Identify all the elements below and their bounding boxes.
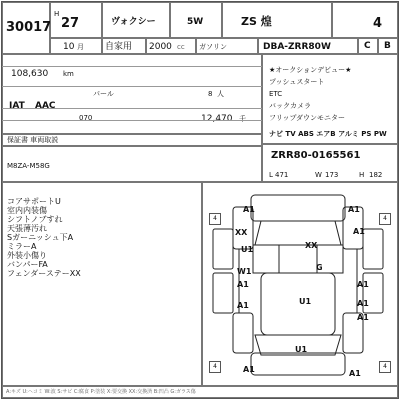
- legend-text: A:キズ U:ヘコミ W:波 S:サビ C:腐食 P:塗装 X:要交換 XX:交換済 B:凹凸 G:ガラス傷: [6, 389, 196, 395]
- usage-cell: [102, 38, 146, 54]
- fuel-cell: [196, 38, 258, 54]
- auction-sheet: [1, 1, 399, 399]
- seats-unit: 人: [217, 90, 224, 98]
- rear-right-box: 4: [379, 361, 391, 373]
- seats: 8: [208, 90, 213, 98]
- engine-code: M8ZA-M58G: [7, 162, 50, 170]
- year: 27: [61, 16, 80, 31]
- maker-model: ヴォクシー: [111, 17, 156, 27]
- chassis-number: ZRR80-0165561: [271, 150, 361, 161]
- mark-front-left: A1: [243, 205, 255, 214]
- rear-left-box: 4: [209, 361, 221, 373]
- lot-number: 30017: [6, 20, 52, 35]
- fuel: ガソリン: [199, 43, 227, 51]
- doors: 5W: [187, 17, 204, 27]
- warranty: 保証書 車両取説: [7, 136, 59, 144]
- height: 182: [369, 171, 383, 179]
- width-label: W: [315, 171, 322, 179]
- note-9: フェンダーステーXX: [7, 269, 81, 278]
- equipment-list: ナビ TV ABS エアB アルミ PS PW: [269, 130, 387, 138]
- car-diagram: [202, 182, 398, 386]
- model-code: DBA-ZRR80W: [263, 42, 331, 52]
- sales-point-4: バックカメラ: [269, 102, 311, 110]
- model-code-cell: [258, 38, 358, 54]
- mark-rear-a1: A1: [357, 313, 369, 322]
- mark-side-left-top: XX: [235, 228, 248, 237]
- grade: ZS 煌: [241, 15, 272, 28]
- width: 173: [325, 171, 339, 179]
- mark-center-g: G: [316, 263, 323, 272]
- score: 4: [373, 16, 383, 31]
- exterior-grade-cell: [378, 38, 398, 54]
- front-right-box: 4: [379, 213, 391, 225]
- usage: 自家用: [105, 42, 133, 52]
- mark-center-xx: XX: [305, 241, 318, 250]
- transmission: IAT: [9, 101, 25, 111]
- mark-front-right: A1: [348, 205, 360, 214]
- note-4: 天張薄汚れ: [7, 224, 47, 233]
- inspector-notes-block: [2, 182, 202, 386]
- score-cell: [332, 2, 398, 38]
- month-unit: 月: [77, 43, 84, 51]
- price: 12,470: [201, 114, 233, 124]
- documents-cell: [2, 134, 262, 146]
- mileage: 108,630: [11, 69, 49, 79]
- year-cell: [50, 2, 102, 38]
- interior-grade-cell: [358, 38, 378, 54]
- mark-rear-u1: U1: [295, 345, 308, 354]
- sales-point-5: フリップダウンモニター: [269, 114, 345, 122]
- height-label: H: [359, 171, 365, 179]
- month-cell: [50, 38, 102, 54]
- sales-point-3: ETC: [269, 90, 283, 98]
- mileage-unit: km: [63, 70, 74, 78]
- displacement-cell: [146, 38, 196, 54]
- note-5: Sガーニッシュ下A: [7, 233, 74, 242]
- length: 471: [275, 171, 289, 179]
- price-unit: 千: [239, 115, 246, 123]
- mark-side-right-top: A1: [353, 227, 365, 236]
- note-3: シフトノブすれ: [7, 215, 63, 224]
- model-cell: [102, 2, 170, 38]
- lot-cell: [2, 2, 50, 54]
- length-label: L: [269, 171, 273, 179]
- legend-footer: [2, 386, 398, 398]
- note-2: 室内内装傷: [7, 206, 47, 215]
- mark-door-a1-right: A1: [357, 280, 369, 289]
- interior-grade: C: [364, 41, 371, 51]
- exterior-grade: B: [384, 41, 391, 51]
- doors-cell: [170, 2, 222, 38]
- mark-rear-right-bottom: A1: [349, 369, 361, 378]
- color: パール: [93, 90, 114, 98]
- note-1: コアサポートU: [7, 197, 61, 206]
- mark-side-left-bottom: U1: [241, 245, 254, 254]
- front-left-box: 4: [209, 213, 221, 225]
- ac: AAC: [35, 101, 56, 111]
- year-era: H: [54, 10, 60, 18]
- mark-rear-a1-bottom: A1: [243, 365, 255, 374]
- mark-door-w1: W1: [237, 267, 252, 276]
- mark-door-a1-left: A1: [237, 280, 249, 289]
- mark-rear-left-a1: A1: [237, 301, 249, 310]
- mark-roof-u1: U1: [299, 297, 312, 306]
- chassis-cell: [262, 144, 398, 182]
- displacement-unit: cc: [177, 43, 185, 51]
- sales-point-2: プッシュスタート: [269, 78, 325, 86]
- color-code: 070: [79, 114, 93, 122]
- note-6: ミラーA: [7, 242, 37, 251]
- month: 10: [63, 42, 75, 52]
- note-8: バンパーFA: [7, 260, 48, 269]
- mark-rear-right-a1: A1: [357, 299, 369, 308]
- note-7: 外装小傷り: [7, 251, 47, 260]
- grade-cell: [222, 2, 332, 38]
- sales-point-1: ★オークションデビュー★: [269, 66, 352, 74]
- engine-cell: [2, 146, 262, 182]
- sales-points-block: [262, 54, 398, 144]
- displacement: 2000: [149, 42, 172, 52]
